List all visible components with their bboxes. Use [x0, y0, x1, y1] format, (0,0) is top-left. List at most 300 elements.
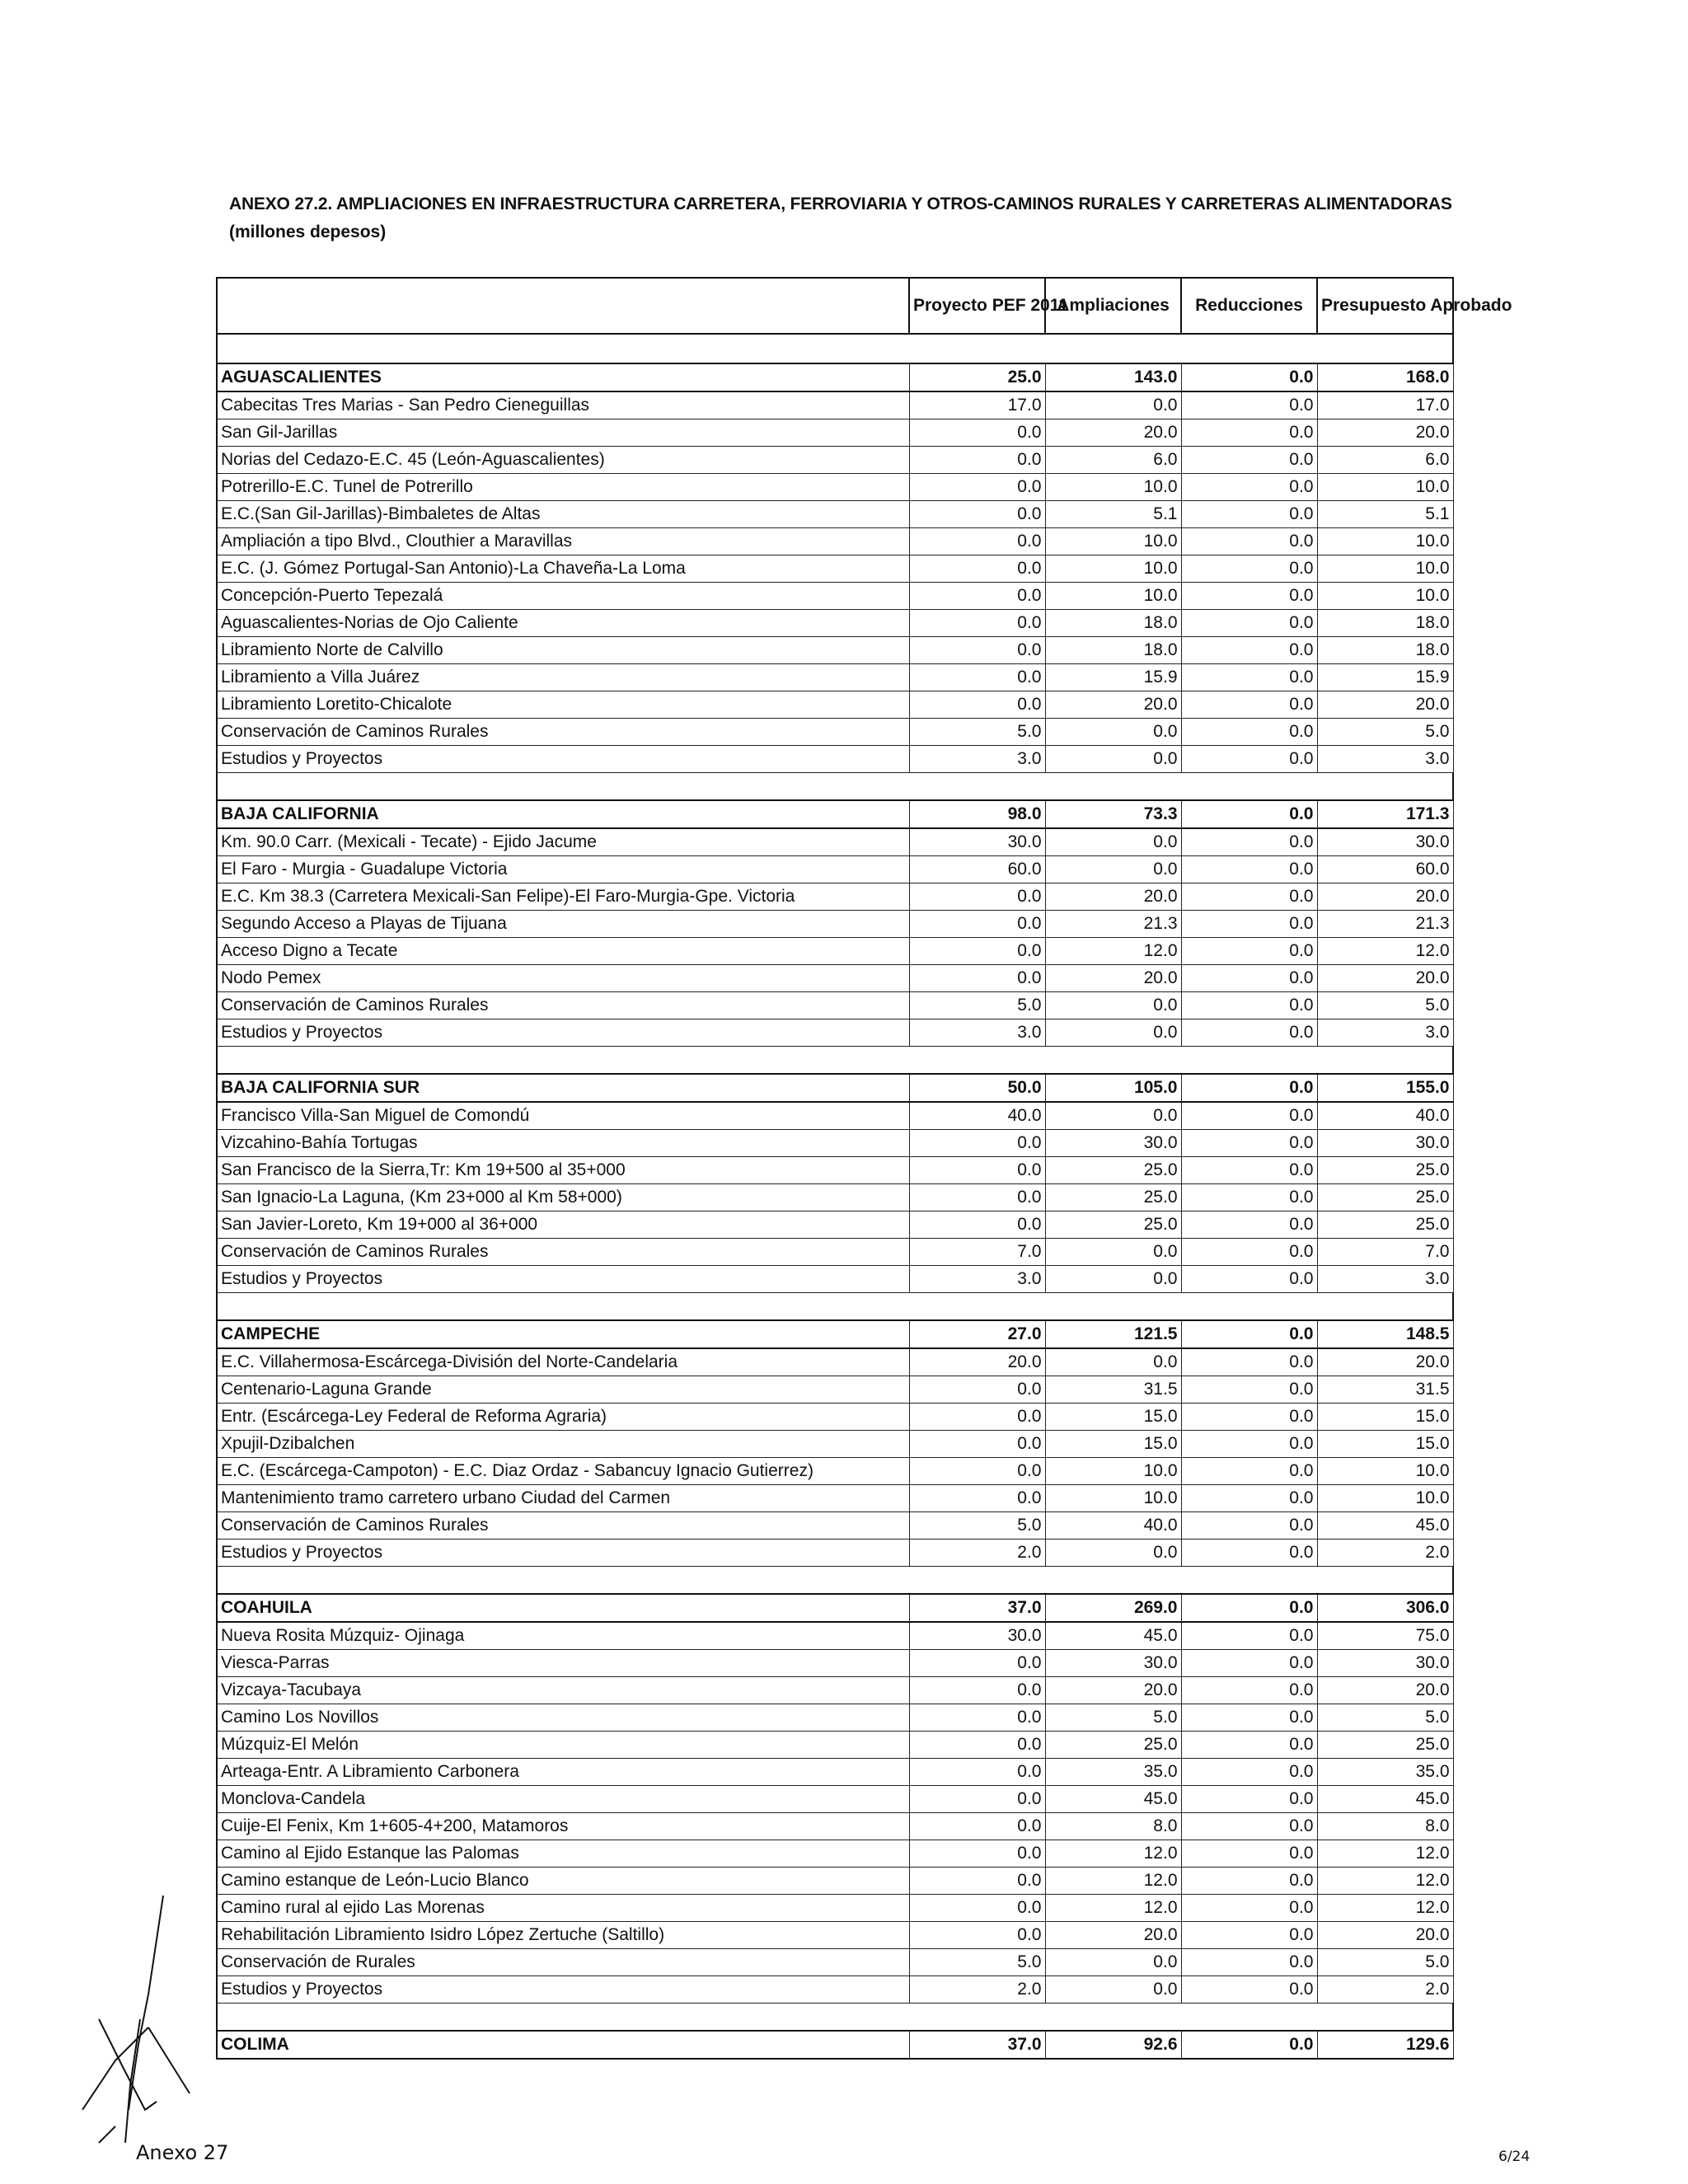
- cell-reducciones: 0.0: [1181, 391, 1317, 419]
- table-row: [217, 1976, 1453, 2004]
- row-label: Aguascalientes-Norias de Ojo Caliente: [217, 610, 909, 637]
- table-row: [217, 1485, 1453, 1512]
- cell-reducciones: 0.0: [1181, 1704, 1317, 1732]
- cell-reducciones: 0.0: [1181, 501, 1317, 528]
- cell-ampliaciones: 40.0: [1045, 1512, 1181, 1540]
- cell-ampliaciones: 20.0: [1045, 1922, 1181, 1949]
- cell-reducciones: 0.0: [1181, 1813, 1317, 1840]
- cell-ampliaciones: 0.0: [1045, 391, 1181, 419]
- cell-proyecto-pef: 3.0: [909, 1019, 1045, 1047]
- cell-proyecto-pef: 3.0: [909, 1266, 1045, 1293]
- cell-proyecto-pef: 0.0: [909, 1922, 1045, 1949]
- table-row: [217, 1840, 1453, 1868]
- cell-reducciones: 0.0: [1181, 828, 1317, 856]
- row-label: Vizcaya-Tacubaya: [217, 1677, 909, 1704]
- cell-ampliaciones: 0.0: [1045, 719, 1181, 746]
- cell-proyecto-pef: 0.0: [909, 447, 1045, 474]
- cell-presupuesto: 18.0: [1317, 637, 1453, 664]
- table-row: [217, 528, 1453, 555]
- row-label: COAHUILA: [217, 1594, 909, 1622]
- cell-ampliaciones: 0.0: [1045, 746, 1181, 773]
- row-label: Estudios y Proyectos: [217, 1266, 909, 1293]
- cell-ampliaciones: 10.0: [1045, 555, 1181, 583]
- row-label: Xpujil-Dzibalchen: [217, 1431, 909, 1458]
- row-label: Camino al Ejido Estanque las Palomas: [217, 1840, 909, 1868]
- cell-presupuesto: 60.0: [1317, 856, 1453, 883]
- cell-proyecto-pef: 5.0: [909, 1949, 1045, 1976]
- row-label: Libramiento a Villa Juárez: [217, 664, 909, 691]
- cell-presupuesto: 15.0: [1317, 1431, 1453, 1458]
- cell-reducciones: 0.0: [1181, 419, 1317, 447]
- cell-proyecto-pef: 5.0: [909, 719, 1045, 746]
- cell-ampliaciones: 0.0: [1045, 992, 1181, 1019]
- table-row: [217, 1157, 1453, 1184]
- header-ampliaciones: Ampliaciones: [1045, 278, 1181, 334]
- cell-reducciones: 0.0: [1181, 1130, 1317, 1157]
- row-label: BAJA CALIFORNIA SUR: [217, 1074, 909, 1102]
- table-row: [217, 1512, 1453, 1540]
- cell-proyecto-pef: 60.0: [909, 856, 1045, 883]
- document-subtitle: (millones depesos): [229, 223, 387, 241]
- cell-presupuesto: 306.0: [1317, 1594, 1453, 1622]
- cell-ampliaciones: 15.0: [1045, 1431, 1181, 1458]
- cell-presupuesto: 20.0: [1317, 419, 1453, 447]
- header-blank: [217, 278, 909, 334]
- cell-ampliaciones: 0.0: [1045, 1540, 1181, 1567]
- cell-proyecto-pef: 27.0: [909, 1320, 1045, 1348]
- row-label: Centenario-Laguna Grande: [217, 1376, 909, 1404]
- cell-presupuesto: 20.0: [1317, 691, 1453, 719]
- cell-reducciones: 0.0: [1181, 1594, 1317, 1622]
- cell-proyecto-pef: 40.0: [909, 1102, 1045, 1130]
- table-row: [217, 555, 1453, 583]
- cell-ampliaciones: 269.0: [1045, 1594, 1181, 1622]
- cell-ampliaciones: 12.0: [1045, 1840, 1181, 1868]
- row-label: Mantenimiento tramo carretero urbano Ciudad del Carmen: [217, 1485, 909, 1512]
- row-label: Conservación de Caminos Rurales: [217, 1239, 909, 1266]
- cell-presupuesto: 2.0: [1317, 1976, 1453, 2004]
- cell-reducciones: 0.0: [1181, 719, 1317, 746]
- row-label: Entr. (Escárcega-Ley Federal de Reforma Agraria): [217, 1404, 909, 1431]
- cell-reducciones: 0.0: [1181, 1732, 1317, 1759]
- row-label: Segundo Acceso a Playas de Tijuana: [217, 911, 909, 938]
- cell-reducciones: 0.0: [1181, 2031, 1317, 2059]
- table-row: [217, 419, 1453, 447]
- cell-proyecto-pef: 0.0: [909, 583, 1045, 610]
- cell-reducciones: 0.0: [1181, 1239, 1317, 1266]
- cell-proyecto-pef: 0.0: [909, 691, 1045, 719]
- section-spacer: [217, 1567, 1453, 1595]
- table-row: [217, 1431, 1453, 1458]
- cell-ampliaciones: 30.0: [1045, 1130, 1181, 1157]
- cell-ampliaciones: 20.0: [1045, 965, 1181, 992]
- table-row: [217, 1922, 1453, 1949]
- table-row: [217, 828, 1453, 856]
- section-spacer: [217, 773, 1453, 801]
- cell-proyecto-pef: 0.0: [909, 1840, 1045, 1868]
- cell-presupuesto: 129.6: [1317, 2031, 1453, 2059]
- table-row: [217, 1813, 1453, 1840]
- cell-presupuesto: 17.0: [1317, 391, 1453, 419]
- cell-ampliaciones: 10.0: [1045, 528, 1181, 555]
- row-label: Arteaga-Entr. A Libramiento Carbonera: [217, 1759, 909, 1786]
- cell-reducciones: 0.0: [1181, 1840, 1317, 1868]
- table-row: [217, 938, 1453, 965]
- cell-ampliaciones: 10.0: [1045, 583, 1181, 610]
- cell-presupuesto: 148.5: [1317, 1320, 1453, 1348]
- row-label: Conservación de Caminos Rurales: [217, 719, 909, 746]
- row-label: Camino estanque de León-Lucio Blanco: [217, 1868, 909, 1895]
- cell-presupuesto: 171.3: [1317, 800, 1453, 828]
- cell-presupuesto: 40.0: [1317, 1102, 1453, 1130]
- cell-presupuesto: 30.0: [1317, 1130, 1453, 1157]
- table-row: [217, 1184, 1453, 1212]
- table-body: [217, 363, 1453, 2059]
- cell-proyecto-pef: 5.0: [909, 1512, 1045, 1540]
- row-label: San Francisco de la Sierra,Tr: Km 19+500 al 35+000: [217, 1157, 909, 1184]
- row-label: Nueva Rosita Múzquiz- Ojinaga: [217, 1622, 909, 1650]
- cell-presupuesto: 35.0: [1317, 1759, 1453, 1786]
- cell-presupuesto: 5.1: [1317, 501, 1453, 528]
- cell-ampliaciones: 35.0: [1045, 1759, 1181, 1786]
- cell-reducciones: 0.0: [1181, 1102, 1317, 1130]
- state-total-row: [217, 1074, 1453, 1102]
- cell-reducciones: 0.0: [1181, 1376, 1317, 1404]
- cell-presupuesto: 21.3: [1317, 911, 1453, 938]
- cell-ampliaciones: 10.0: [1045, 1458, 1181, 1485]
- cell-reducciones: 0.0: [1181, 1157, 1317, 1184]
- cell-proyecto-pef: 0.0: [909, 1786, 1045, 1813]
- cell-ampliaciones: 21.3: [1045, 911, 1181, 938]
- cell-presupuesto: 10.0: [1317, 583, 1453, 610]
- state-total-row: [217, 1594, 1453, 1622]
- table-row: [217, 1019, 1453, 1047]
- cell-presupuesto: 8.0: [1317, 1813, 1453, 1840]
- row-label: E.C. Km 38.3 (Carretera Mexicali-San Felipe)-El Faro-Murgia-Gpe. Victoria: [217, 883, 909, 911]
- cell-presupuesto: 20.0: [1317, 1677, 1453, 1704]
- cell-presupuesto: 10.0: [1317, 528, 1453, 555]
- table-row: [217, 583, 1453, 610]
- cell-presupuesto: 20.0: [1317, 965, 1453, 992]
- cell-reducciones: 0.0: [1181, 1976, 1317, 2004]
- cell-reducciones: 0.0: [1181, 856, 1317, 883]
- cell-reducciones: 0.0: [1181, 1895, 1317, 1922]
- cell-reducciones: 0.0: [1181, 965, 1317, 992]
- table-row: [217, 1895, 1453, 1922]
- cell-presupuesto: 25.0: [1317, 1212, 1453, 1239]
- cell-presupuesto: 15.9: [1317, 664, 1453, 691]
- cell-proyecto-pef: 20.0: [909, 1348, 1045, 1376]
- cell-proyecto-pef: 3.0: [909, 746, 1045, 773]
- table-row: [217, 1540, 1453, 1567]
- table-row: [217, 1102, 1453, 1130]
- cell-proyecto-pef: 0.0: [909, 965, 1045, 992]
- row-label: Estudios y Proyectos: [217, 1019, 909, 1047]
- cell-ampliaciones: 5.1: [1045, 501, 1181, 528]
- table-row: [217, 1348, 1453, 1376]
- cell-proyecto-pef: 7.0: [909, 1239, 1045, 1266]
- table-row: [217, 474, 1453, 501]
- cell-reducciones: 0.0: [1181, 1019, 1317, 1047]
- cell-ampliaciones: 20.0: [1045, 419, 1181, 447]
- cell-ampliaciones: 12.0: [1045, 1868, 1181, 1895]
- cell-ampliaciones: 30.0: [1045, 1650, 1181, 1677]
- cell-presupuesto: 20.0: [1317, 1348, 1453, 1376]
- cell-presupuesto: 5.0: [1317, 992, 1453, 1019]
- cell-ampliaciones: 20.0: [1045, 691, 1181, 719]
- cell-proyecto-pef: 0.0: [909, 610, 1045, 637]
- cell-reducciones: 0.0: [1181, 1922, 1317, 1949]
- row-label: Conservación de Rurales: [217, 1949, 909, 1976]
- cell-proyecto-pef: 0.0: [909, 419, 1045, 447]
- table-row: [217, 746, 1453, 773]
- table-row: [217, 1677, 1453, 1704]
- cell-presupuesto: 20.0: [1317, 883, 1453, 911]
- cell-proyecto-pef: 17.0: [909, 391, 1045, 419]
- cell-presupuesto: 10.0: [1317, 474, 1453, 501]
- cell-proyecto-pef: 0.0: [909, 1868, 1045, 1895]
- row-label: Concepción-Puerto Tepezalá: [217, 583, 909, 610]
- cell-proyecto-pef: 0.0: [909, 1677, 1045, 1704]
- table-row: [217, 664, 1453, 691]
- cell-reducciones: 0.0: [1181, 1786, 1317, 1813]
- cell-ampliaciones: 15.9: [1045, 664, 1181, 691]
- row-label: Nodo Pemex: [217, 965, 909, 992]
- cell-proyecto-pef: 0.0: [909, 1458, 1045, 1485]
- cell-ampliaciones: 18.0: [1045, 637, 1181, 664]
- cell-presupuesto: 12.0: [1317, 1868, 1453, 1895]
- row-label: Monclova-Candela: [217, 1786, 909, 1813]
- cell-reducciones: 0.0: [1181, 637, 1317, 664]
- section-spacer: [217, 1293, 1453, 1321]
- cell-reducciones: 0.0: [1181, 883, 1317, 911]
- cell-proyecto-pef: 0.0: [909, 1650, 1045, 1677]
- section-spacer: [217, 2004, 1453, 2032]
- cell-reducciones: 0.0: [1181, 1404, 1317, 1431]
- cell-proyecto-pef: 0.0: [909, 1704, 1045, 1732]
- table-row: [217, 1239, 1453, 1266]
- cell-proyecto-pef: 37.0: [909, 1594, 1045, 1622]
- cell-proyecto-pef: 0.0: [909, 474, 1045, 501]
- cell-ampliaciones: 25.0: [1045, 1732, 1181, 1759]
- row-label: Conservación de Caminos Rurales: [217, 992, 909, 1019]
- table-row: [217, 1868, 1453, 1895]
- table-row: [217, 501, 1453, 528]
- cell-ampliaciones: 5.0: [1045, 1704, 1181, 1732]
- cell-proyecto-pef: 0.0: [909, 1732, 1045, 1759]
- row-label: Estudios y Proyectos: [217, 1540, 909, 1567]
- cell-presupuesto: 12.0: [1317, 1895, 1453, 1922]
- state-total-row: [217, 363, 1453, 391]
- row-label: Múzquiz-El Melón: [217, 1732, 909, 1759]
- cell-presupuesto: 5.0: [1317, 1949, 1453, 1976]
- cell-presupuesto: 31.5: [1317, 1376, 1453, 1404]
- cell-reducciones: 0.0: [1181, 1348, 1317, 1376]
- table-row: [217, 992, 1453, 1019]
- cell-presupuesto: 18.0: [1317, 610, 1453, 637]
- cell-proyecto-pef: 0.0: [909, 1759, 1045, 1786]
- cell-reducciones: 0.0: [1181, 1868, 1317, 1895]
- row-label: Conservación de Caminos Rurales: [217, 1512, 909, 1540]
- row-label: Francisco Villa-San Miguel de Comondú: [217, 1102, 909, 1130]
- cell-proyecto-pef: 0.0: [909, 1130, 1045, 1157]
- cell-reducciones: 0.0: [1181, 1622, 1317, 1650]
- cell-proyecto-pef: 0.0: [909, 637, 1045, 664]
- cell-reducciones: 0.0: [1181, 1266, 1317, 1293]
- header-proyecto-pef: Proyecto PEF 2011: [909, 278, 1045, 334]
- cell-proyecto-pef: 0.0: [909, 911, 1045, 938]
- cell-proyecto-pef: 25.0: [909, 363, 1045, 391]
- header-gap: [217, 334, 1453, 363]
- cell-proyecto-pef: 0.0: [909, 1895, 1045, 1922]
- cell-reducciones: 0.0: [1181, 1458, 1317, 1485]
- cell-presupuesto: 30.0: [1317, 828, 1453, 856]
- cell-ampliaciones: 143.0: [1045, 363, 1181, 391]
- table-header-row: [217, 278, 1453, 334]
- cell-ampliaciones: 6.0: [1045, 447, 1181, 474]
- cell-proyecto-pef: 37.0: [909, 2031, 1045, 2059]
- row-label: Libramiento Loretito-Chicalote: [217, 691, 909, 719]
- cell-presupuesto: 10.0: [1317, 1458, 1453, 1485]
- table-row: [217, 447, 1453, 474]
- table-row: [217, 1949, 1453, 1976]
- cell-ampliaciones: 0.0: [1045, 1949, 1181, 1976]
- header-presupuesto: Presupuesto Aprobado: [1317, 278, 1453, 334]
- cell-proyecto-pef: 0.0: [909, 528, 1045, 555]
- cell-reducciones: 0.0: [1181, 363, 1317, 391]
- cell-ampliaciones: 92.6: [1045, 2031, 1181, 2059]
- row-label: Km. 90.0 Carr. (Mexicali - Tecate) - Ejido Jacume: [217, 828, 909, 856]
- cell-proyecto-pef: 2.0: [909, 1976, 1045, 2004]
- cell-proyecto-pef: 50.0: [909, 1074, 1045, 1102]
- cell-ampliaciones: 0.0: [1045, 1266, 1181, 1293]
- cell-reducciones: 0.0: [1181, 1540, 1317, 1567]
- cell-reducciones: 0.0: [1181, 1431, 1317, 1458]
- cell-ampliaciones: 20.0: [1045, 1677, 1181, 1704]
- cell-presupuesto: 15.0: [1317, 1404, 1453, 1431]
- cell-proyecto-pef: 98.0: [909, 800, 1045, 828]
- cell-reducciones: 0.0: [1181, 938, 1317, 965]
- cell-proyecto-pef: 2.0: [909, 1540, 1045, 1567]
- cell-presupuesto: 10.0: [1317, 555, 1453, 583]
- cell-presupuesto: 5.0: [1317, 1704, 1453, 1732]
- cell-presupuesto: 3.0: [1317, 746, 1453, 773]
- table-row: [217, 1266, 1453, 1293]
- table-row: [217, 1732, 1453, 1759]
- cell-ampliaciones: 0.0: [1045, 1976, 1181, 2004]
- cell-reducciones: 0.0: [1181, 1320, 1317, 1348]
- cell-presupuesto: 6.0: [1317, 447, 1453, 474]
- cell-reducciones: 0.0: [1181, 447, 1317, 474]
- cell-ampliaciones: 0.0: [1045, 856, 1181, 883]
- cell-presupuesto: 3.0: [1317, 1019, 1453, 1047]
- row-label: AGUASCALIENTES: [217, 363, 909, 391]
- cell-ampliaciones: 0.0: [1045, 828, 1181, 856]
- cell-ampliaciones: 12.0: [1045, 1895, 1181, 1922]
- row-label: E.C.(San Gil-Jarillas)-Bimbaletes de Altas: [217, 501, 909, 528]
- table-row: [217, 1376, 1453, 1404]
- handwritten-signature: [66, 1896, 206, 2143]
- cell-reducciones: 0.0: [1181, 1677, 1317, 1704]
- row-label: Ampliación a tipo Blvd., Clouthier a Maravillas: [217, 528, 909, 555]
- row-label: Rehabilitación Libramiento Isidro López Zertuche (Saltillo): [217, 1922, 909, 1949]
- cell-presupuesto: 75.0: [1317, 1622, 1453, 1650]
- cell-reducciones: 0.0: [1181, 1512, 1317, 1540]
- row-label: Cabecitas Tres Marias - San Pedro Cieneguillas: [217, 391, 909, 419]
- section-spacer: [217, 1047, 1453, 1075]
- table-row: [217, 719, 1453, 746]
- cell-ampliaciones: 10.0: [1045, 1485, 1181, 1512]
- cell-ampliaciones: 25.0: [1045, 1157, 1181, 1184]
- cell-presupuesto: 7.0: [1317, 1239, 1453, 1266]
- cell-reducciones: 0.0: [1181, 1759, 1317, 1786]
- state-total-row: [217, 800, 1453, 828]
- cell-reducciones: 0.0: [1181, 555, 1317, 583]
- cell-reducciones: 0.0: [1181, 800, 1317, 828]
- cell-ampliaciones: 121.5: [1045, 1320, 1181, 1348]
- row-label: E.C. (J. Gómez Portugal-San Antonio)-La Chaveña-La Loma: [217, 555, 909, 583]
- row-label: San Javier-Loreto, Km 19+000 al 36+000: [217, 1212, 909, 1239]
- table-row: [217, 1759, 1453, 1786]
- cell-presupuesto: 25.0: [1317, 1184, 1453, 1212]
- cell-reducciones: 0.0: [1181, 1485, 1317, 1512]
- cell-reducciones: 0.0: [1181, 691, 1317, 719]
- cell-presupuesto: 12.0: [1317, 938, 1453, 965]
- cell-proyecto-pef: 0.0: [909, 938, 1045, 965]
- row-label: San Gil-Jarillas: [217, 419, 909, 447]
- table-row: [217, 610, 1453, 637]
- cell-presupuesto: 168.0: [1317, 363, 1453, 391]
- row-label: COLIMA: [217, 2031, 909, 2059]
- cell-ampliaciones: 0.0: [1045, 1102, 1181, 1130]
- cell-ampliaciones: 8.0: [1045, 1813, 1181, 1840]
- table-row: [217, 1650, 1453, 1677]
- table-row: [217, 1212, 1453, 1239]
- cell-reducciones: 0.0: [1181, 992, 1317, 1019]
- row-label: Estudios y Proyectos: [217, 746, 909, 773]
- cell-proyecto-pef: 0.0: [909, 1485, 1045, 1512]
- table-row: [217, 1704, 1453, 1732]
- table-row: [217, 391, 1453, 419]
- budget-table: [216, 277, 1512, 2060]
- table-row: [217, 1622, 1453, 1650]
- cell-presupuesto: 2.0: [1317, 1540, 1453, 1567]
- cell-presupuesto: 10.0: [1317, 1485, 1453, 1512]
- row-label: El Faro - Murgia - Guadalupe Victoria: [217, 856, 909, 883]
- row-label: San Ignacio-La Laguna, (Km 23+000 al Km 58+000): [217, 1184, 909, 1212]
- row-label: Camino Los Novillos: [217, 1704, 909, 1732]
- table-row: [217, 856, 1453, 883]
- cell-reducciones: 0.0: [1181, 1074, 1317, 1102]
- cell-reducciones: 0.0: [1181, 1212, 1317, 1239]
- cell-proyecto-pef: 0.0: [909, 1212, 1045, 1239]
- cell-proyecto-pef: 0.0: [909, 883, 1045, 911]
- row-label: Estudios y Proyectos: [217, 1976, 909, 2004]
- row-label: CAMPECHE: [217, 1320, 909, 1348]
- cell-presupuesto: 25.0: [1317, 1157, 1453, 1184]
- cell-reducciones: 0.0: [1181, 746, 1317, 773]
- cell-ampliaciones: 25.0: [1045, 1212, 1181, 1239]
- cell-ampliaciones: 73.3: [1045, 800, 1181, 828]
- cell-reducciones: 0.0: [1181, 1184, 1317, 1212]
- state-total-row: [217, 1320, 1453, 1348]
- table-row: [217, 637, 1453, 664]
- cell-presupuesto: 20.0: [1317, 1922, 1453, 1949]
- cell-ampliaciones: 105.0: [1045, 1074, 1181, 1102]
- cell-ampliaciones: 12.0: [1045, 938, 1181, 965]
- cell-ampliaciones: 18.0: [1045, 610, 1181, 637]
- cell-ampliaciones: 31.5: [1045, 1376, 1181, 1404]
